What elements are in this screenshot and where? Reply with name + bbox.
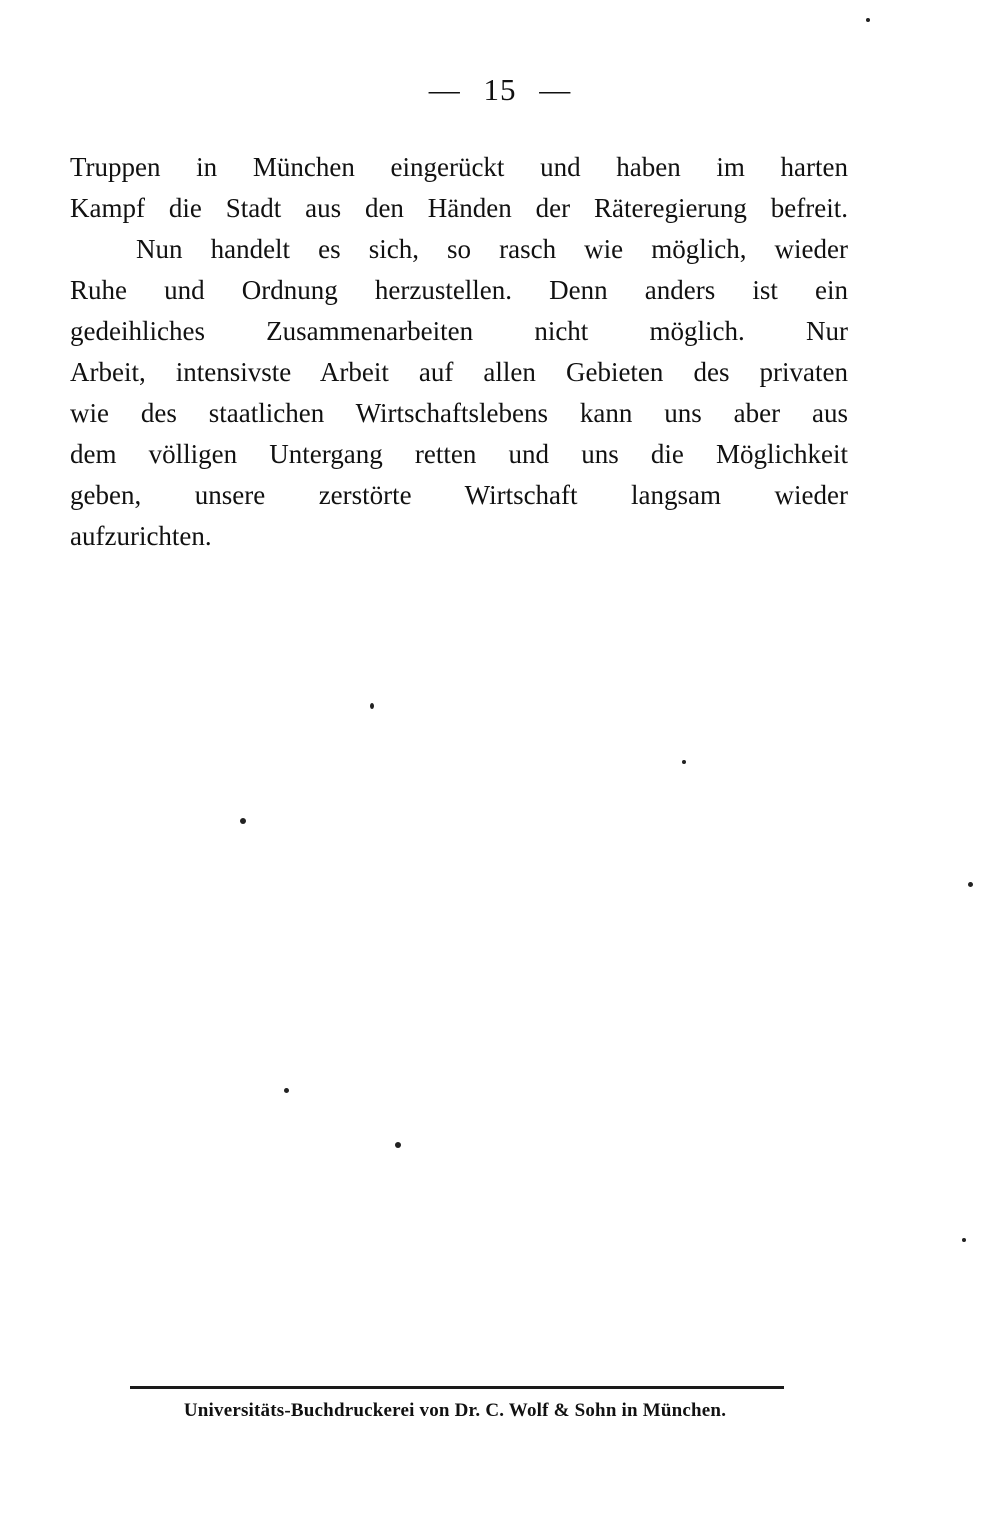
text-line: Kampf die Stadt aus den Händen der Räteregierung befreit. [70,193,848,223]
scan-speck [962,1238,966,1242]
text-line: aufzurichten. [70,521,212,551]
header-dash-right: — [539,72,572,107]
scan-speck [284,1088,289,1093]
scan-speck [395,1142,401,1148]
page-header [0,72,1000,108]
text-line: wie des staatlichen Wirtschaftslebens kann uns aber aus [70,398,848,428]
text-line: Truppen in München eingerückt und haben im harten [70,152,848,182]
text-line: Nun handelt es sich, so rasch wie möglich, wieder [136,234,848,264]
header-dash-left: — [428,72,461,107]
text-line: dem völligen Untergang retten und uns die Möglichkeit [70,439,848,469]
footer-rule [130,1386,784,1389]
scan-speck [370,703,374,709]
text-line: Arbeit, intensivste Arbeit auf allen Gebieten des privaten [70,357,848,387]
text-line: gedeihliches Zusammenarbeiten nicht möglich. Nur [70,316,848,346]
scan-speck [240,818,246,824]
scan-speck [682,760,686,764]
scan-speck [866,18,870,22]
printer-imprint: Universitäts-Buchdruckerei von Dr. C. Wolf & Sohn in München. [183,1400,727,1421]
scan-speck [968,882,973,887]
page-number: 15 [483,72,517,107]
text-line: geben, unsere zerstörte Wirtschaft langsam wieder [70,480,848,510]
text-line: Ruhe und Ordnung herzustellen. Denn anders ist ein [70,275,848,305]
